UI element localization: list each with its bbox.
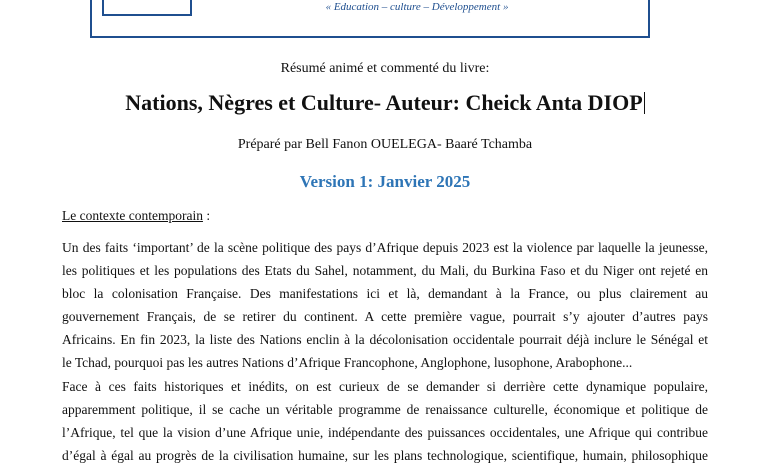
paragraph-line: les politiques et les populations des Etats du Sahel, notamment, du Mali, du Burkina Faso et du Niger ont rejeté en [62, 263, 708, 278]
paragraph-line: bloc la colonisation Française. Des manifestations ici et là, demandant à la France, ou plus clairement au [62, 286, 708, 301]
resume-label: Résumé animé et commenté du livre: [280, 61, 490, 76]
version-heading: Version 1: Janvier 2025 [299, 172, 471, 191]
header-band [90, 0, 650, 38]
text-cursor [644, 92, 645, 114]
paragraph-line: Face à ces faits historiques et inédits, on est curieux de se demander si derrière cette dynamique populaire, [62, 379, 708, 394]
section-heading [62, 208, 210, 224]
paragraph-2 [62, 375, 708, 467]
book-title-text: Nations, Nègres et Culture- Auteur: Cheick Anta DIOP [125, 90, 643, 115]
section-heading-colon: : [202, 208, 211, 223]
author-line: Préparé par Bell Fanon OUELEGA- Baaré Tchamba [237, 137, 533, 152]
paragraph-line: Africains. En fin 2023, la liste des Nations enclin à la décolonisation occidentale pourrait déjà inclure le Sénégal et [62, 332, 708, 347]
book-title [0, 90, 770, 116]
section-heading-text: Le contexte contemporain [62, 208, 203, 223]
paragraph-1 [62, 236, 708, 374]
paragraph-line: gouvernement Français, de se retirer du continent. A cette première vague, pourrait s’y ajouter d’autres pays [62, 309, 708, 324]
foundation-motto: « Education – culture – Développement » [325, 1, 509, 13]
paragraph-line: Un des faits ‘important’ de la scène politique des pays d’Afrique depuis 2023 est la violence par laquelle la jeunesse, [62, 240, 708, 255]
paragraph-line: le Tchad, pourquoi pas les autres Nations d’Afrique Francophone, Anglophone, lusophone, Arabophone... [62, 355, 633, 370]
paragraph-line: d’égal à égal au progrès de la civilisation humaine, sur les plans technologique, scientifique, humain, philosophique [62, 448, 708, 463]
paragraph-line: apparemment politique, il se cache un véritable programme de renaissance culturelle, économique et politique de [62, 402, 708, 417]
paragraph-line: l’Afrique, tel que la vision d’une Afrique unie, indépendante des puissances occidentales, une Afrique qui contribue [62, 425, 708, 440]
